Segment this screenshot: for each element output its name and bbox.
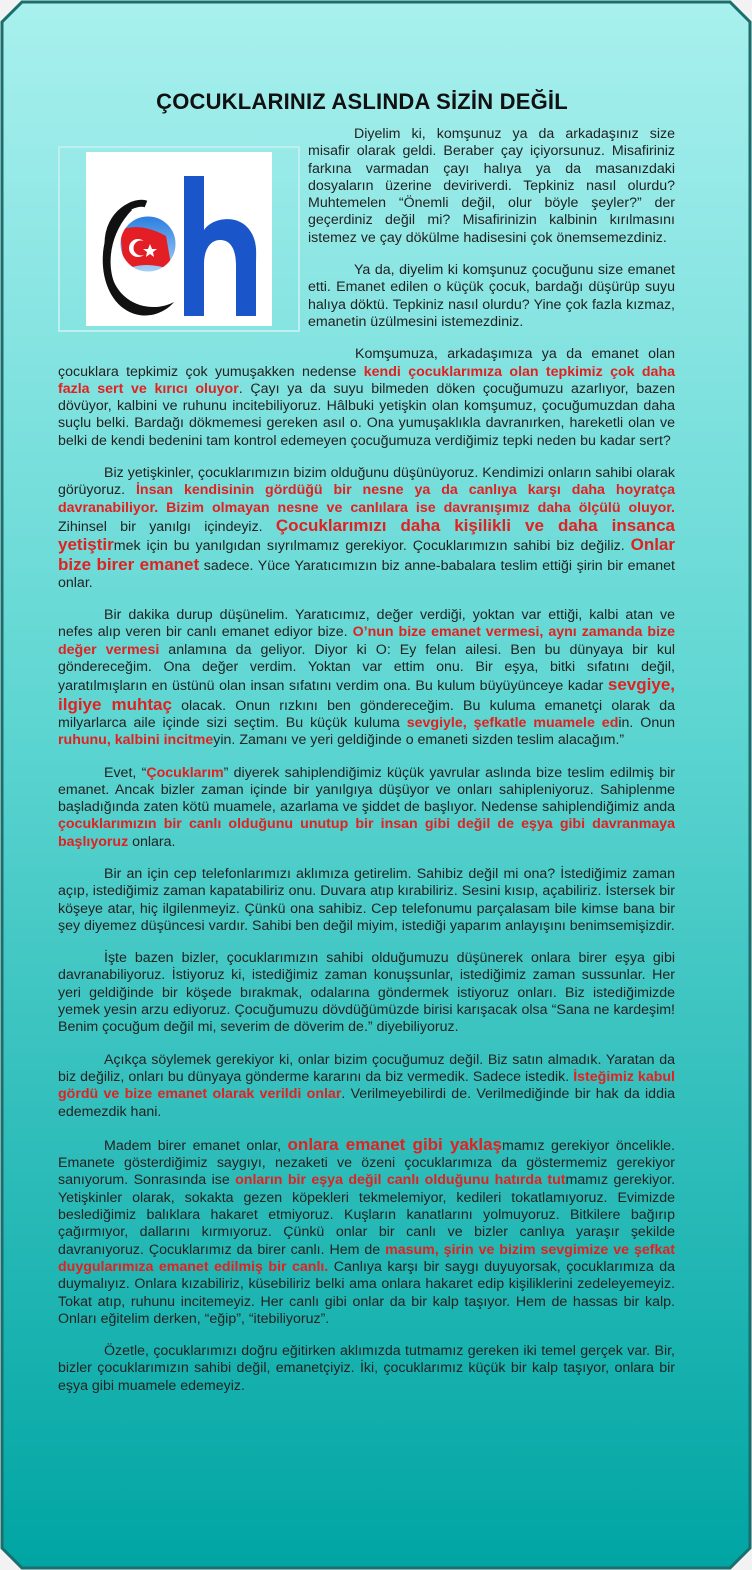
- highlight-text: O’nun bize emanet vermesi, aynı zamanda bize değer vermesi: [58, 624, 675, 658]
- body-text: onlara.: [128, 833, 176, 850]
- body-text: Bir dakika durup düşünelim. Yaratıcımız, değer verdiği, yoktan var ettiği, kalbi atan ve nefes alıp veren bir canlı emanet ediyor bize.: [58, 607, 675, 641]
- highlight-text: sevgiye, ilgiye muhtaç: [58, 675, 675, 714]
- highlight-text: sevgiyle, şefkatle muamele ed: [406, 714, 619, 731]
- article-body: [58, 126, 675, 1395]
- body-text: Açıkça söylemek gerekiyor ki, onlar bizim çocuğumuz değil. Biz satın almadık. Yaratan da biz değiliz, onları bu dünyaya gönderme kararını da biz vermedik. Sadece istedik.: [58, 1051, 675, 1085]
- paragraph-7: Bir an için cep telefonlarımızı aklımıza getirelim. Sahibiz değil mi ona? İstediğimiz zaman açıp, istediğimiz zaman kapatabiliriz onu. Duvara atıp kırabiliriz. Sesini kısıp, açabiliriz. İstersek bir köşeye atar, hiç ilgilenmeyiz. Çünkü ona sahibiz. Cep telefonumu parçalasam bile kimse bana bir şey diyemez düşüncesi vardır. Sahibi ben değil miyim, istediği yaparım anlayışını benimsemişizdir.: [58, 865, 675, 934]
- body-text: . Çayı ya da suyu bilmeden döken çocuğumuzu azarlıyor, bazen dövüyor, kalbini ve ruhunu incitebiliyoruz. Hâlbuki yetişkin olan komşumuz, çocuğumuzdan daha suçlu belki. Bardağı dökmemesi gereken asıl o. Ona yumuşaklıkla davranırken, hareketli olan ve belki de kendi bedenini tam kontrol edemeyen çocuğumuza verdiğimiz tepki neden bu kadar sert?: [58, 380, 675, 449]
- body-text: mamız gerekiyor öncelikle. Emanete gösterdiğimiz saygıyı, nezaketi ve özeni çocuklarımıza da göstermemiz gerekiyor sanıyorum. Sonrasında ise: [58, 1137, 675, 1189]
- body-text: Canlıya karşı bir saygı duyuyorsak, çocuklarımıza da duymalıyız. Onlara kızabiliriz, küsebiliriz belki ama onlara hakaret edip kişiliklerini zedeleyemeyiz. Tokat atıp, ruhunu incitemeyiz. Her canlı gibi onlar da bir kalp taşıyor. Hem de hassas bir kalp. Onları eğitelim derken, “eğip”, “itebiliyoruz”.: [58, 1258, 675, 1327]
- body-text: ” diyerek sahiplendiğimiz küçük yavrular aslında bize teslim edilmiş bir emanet. Ancak bizler zaman içinde bir yanılgıya düşüyor ve onları sahipleniyoruz. Sahiplenme başladığında zaten kötü muamele, azarlama ve şiddet de başlıyor. Nedense sahiplendiğimiz anda: [58, 764, 676, 816]
- body-text: . Verilmeyebilirdi de. Verilmediğinde bir hak da iddia edemezdik hani.: [58, 1086, 675, 1120]
- body-text: mamız gerekiyor. Yetişkinler olarak, sokakta gezen köpekleri tekmelemiyor, kedileri tokatlamıyoruz. Evimizde beslediğimiz balıklara hakaret etmiyoruz. Kuşların kanatlarını yolmuyoruz. Bitkilere bağırıp çağırmıyor, dallarını kırmıyoruz. Çünkü onlar bir canlı ve bizler canlıya yaraşır şekilde davranıyoruz. Çocuklarımız da birer canlı. Hem de: [58, 1172, 676, 1258]
- body-text: sadece. Yüce Yaratıcımızın biz anne-babalara teslim ettiği şirin bir emanet onlar.: [58, 557, 675, 591]
- highlight-text: İsteğimiz kabul gördü ve bize emanet olarak verildi onlar: [58, 1068, 675, 1103]
- paragraph-5: [58, 607, 675, 749]
- page-title: ÇOCUKLARINIZ ASLINDA SİZİN DEĞİL: [156, 89, 568, 114]
- body-text: yin. Zamanı ve yeri geldiğinde o emaneti sizden teslim alacağım.”: [213, 732, 625, 749]
- body-text: Zihinsel bir yanılgı içindeyiz.: [58, 518, 276, 535]
- highlight-text: masum, şirin ve bizim sevgimize ve şefkat duygularımıza emanet edilmiş bir canlı.: [58, 1241, 675, 1275]
- body-text: anlamına da geliyor. Diyor ki O: Ey felan ailesi. Ben bu dünyaya bir kul göndereceğim. Ona değer verdim. Yoktan var ettim onu. Bir eşya, bitki sıfatını değil, yaratılmışların en üstünü olan insan sıfatını verdim ona. Bu kulum büyüyünceye kadar: [58, 641, 676, 695]
- body-text: olacak. Onun rızkını ben göndereceğim. Bu kuluma emanetçi olarak da milyarlarca aile içinde sizi seçtim. Bu küçük kuluma: [58, 697, 675, 731]
- highlight-text: İnsan kendisinin gördüğü bir nesne ya da canlıya karşı daha hoyratça davranabiliyor. Bizim olmayan nesne ve canlılara ise davranışımız daha ölçülü oluyor.: [58, 482, 675, 516]
- highlight-text: Çocuklarımızı daha kişilikli ve daha insanca yetiştir: [58, 515, 675, 555]
- highlight-text: Onlar bize birer emanet: [58, 535, 675, 574]
- paragraph-11: Özetle, çocuklarımızı doğru eğitirken aklımızda tutmamız gereken iki temel gerçek var. Bir, bizler çocuklarımızın sahibi değil, emanetçiyiz. İki, çocuklarımız küçük bir kalp taşıyor, onlara bir eşya gibi muamele edemeyiz.: [58, 1343, 675, 1394]
- body-text: Evet, “: [104, 764, 147, 781]
- paragraph-1: Diyelim ki, komşunuz ya da arkadaşınız size misafir olarak geldi. Beraber çay içiyorsunuz. Misafiriniz farkına varmadan çayı halıya ya da masanızdaki dosyaların üzerine deviriverdi. Tepkiniz nasıl olurdu? Muhtemelen “Önemli değil, olur böyle şeyler?” der geçerdiniz değil mi? Misafirinizin kalbinin kırılmasını istemez ve çay dökülme hadisesini çok önemsemezdiniz.: [308, 126, 675, 246]
- paragraph-6: [58, 765, 675, 851]
- paragraph-2: Ya da, diyelim ki komşunuz çocuğunu size emanet etti. Emanet edilen o küçük çocuk, bardağı düşürüp suyu halıya döktü. Tepkiniz nasıl olurdu? Yine çok fazla kızmaz, emanetin üzülmesini istemezdiniz.: [308, 262, 675, 330]
- highlight-text: kendi çocuklarımıza olan tepkimiz çok daha fazla sert ve kırıcı oluyor: [58, 363, 675, 397]
- body-text: Madem birer emanet onlar,: [104, 1137, 288, 1154]
- paragraph-4: [58, 465, 675, 592]
- highlight-text: Çocuklarım: [146, 764, 224, 781]
- body-text: in. Onun: [618, 714, 675, 731]
- highlight-text: onlara emanet gibi yaklaş: [287, 1134, 503, 1154]
- body-text: Biz yetişkinler, çocuklarımızın bizim olduğunu düşünüyoruz. Kendimizi onların sahibi olarak görüyoruz.: [58, 465, 675, 499]
- body-text: Komşumuza, arkadaşımıza ya da emanet olan çocuklara tepkimiz çok yumuşakken nedense: [58, 346, 675, 380]
- highlight-text: onların bir eşya değil canlı olduğunu hatırda tut: [235, 1172, 566, 1189]
- paragraph-3: [58, 346, 675, 450]
- highlight-text: ruhunu, kalbini incitme: [58, 732, 214, 749]
- body-text: mek için bu yanılgıdan sıyrılmamız gerekiyor. Çocuklarımızın sahibi biz değiliz.: [113, 538, 631, 555]
- highlight-text: çocuklarımızın bir canlı olduğunu unutup bir insan gibi değil de eşya gibi davranmaya başlıyoruz: [58, 816, 675, 850]
- paragraph-9: [58, 1052, 675, 1121]
- paragraph-10: [58, 1136, 675, 1328]
- paragraph-8: İşte bazen bizler, çocuklarımızın sahibi olduğumuzu düşünerek onlara birer eşya gibi davranabiliyoruz. İstiyoruz ki, istediğimiz zaman konuşsunlar, istediğimiz zaman sussunlar. Her yeri geldiğinde bir köşede bırakmak, odalarına göndermek istiyoruz onları. Biz istediğimizde yemek yesin arzu ediyoruz. Çocuğumuzu dövdüğümüzde birisi karışacak olsa “Sana ne kardeşim! Benim çocuğum değil mi, severim de döverim de.” diyebiliyoruz.: [58, 950, 675, 1036]
